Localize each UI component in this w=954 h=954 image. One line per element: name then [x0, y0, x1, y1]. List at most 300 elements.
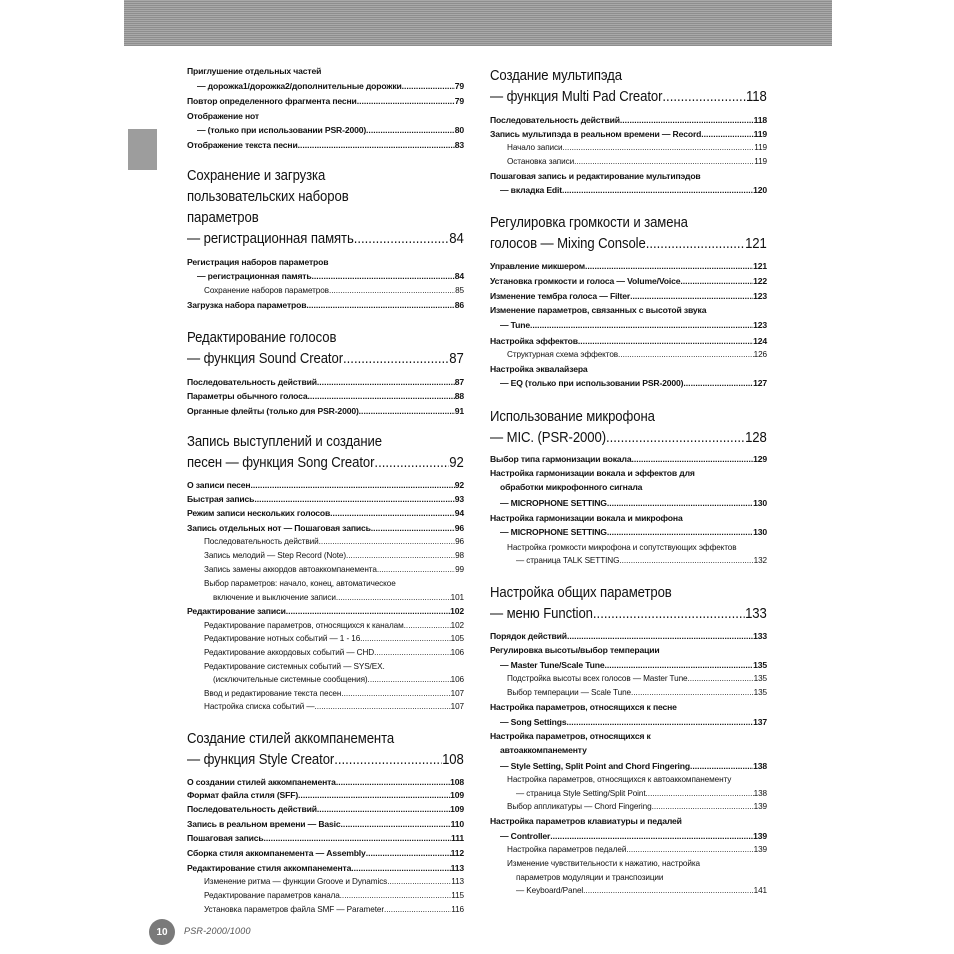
toc-page-number: 113	[451, 877, 464, 886]
toc-entry-text: Изменение чувствительности к нажатию, настройка	[507, 859, 700, 868]
toc-entry	[490, 378, 767, 388]
toc-entry	[490, 129, 767, 139]
toc-entry-text: — Tune	[500, 320, 530, 330]
toc-entry-text: Выбор аппликатуры — Chord Fingering	[507, 802, 652, 811]
toc-page-number: 119	[754, 143, 767, 152]
toc-leader-dots	[319, 537, 455, 546]
toc-entry	[490, 261, 767, 271]
toc-entry	[187, 606, 464, 616]
toc-entry-text: Выбор типа гармонизации вокала	[490, 454, 632, 464]
toc-entry	[490, 527, 767, 537]
toc-leader-dots	[550, 831, 753, 841]
toc-entry	[490, 482, 767, 492]
toc-heading	[187, 330, 464, 346]
toc-page-number: 135	[753, 660, 767, 670]
toc-entry	[187, 702, 464, 711]
toc-entry-text: Пошаговая запись и редактирование мультипэдов	[490, 171, 701, 181]
toc-entry	[187, 523, 464, 533]
toc-heading	[490, 89, 767, 105]
toc-page-number: 141	[753, 886, 767, 895]
toc-page-number: 96	[454, 523, 464, 533]
toc-entry	[187, 634, 464, 643]
toc-leader-dots	[374, 648, 451, 657]
toc-entry-text: Остановка записи	[507, 157, 575, 166]
toc-leader-dots	[298, 140, 455, 150]
toc-entry	[187, 551, 464, 560]
toc-entry	[187, 271, 464, 281]
toc-leader-dots	[374, 455, 449, 471]
toc-leader-dots	[604, 660, 753, 670]
toc-entry	[490, 845, 767, 854]
toc-page-number: 120	[753, 185, 767, 195]
toc-page-number: 108	[442, 752, 464, 768]
toc-entry	[490, 702, 767, 712]
toc-page-number: 132	[753, 556, 767, 565]
toc-page-number: 126	[753, 350, 767, 359]
toc-entry	[490, 320, 767, 330]
toc-page-number: 111	[451, 833, 464, 843]
toc-page-number: 99	[455, 565, 464, 574]
toc-entry	[187, 81, 464, 91]
page-number: 10	[156, 926, 168, 938]
toc-heading-text: Использование микрофона	[490, 409, 655, 425]
toc-leader-dots	[593, 606, 745, 622]
toc-leader-dots	[357, 96, 455, 106]
toc-entry	[187, 777, 464, 787]
toc-heading	[490, 236, 767, 252]
toc-page-number: 87	[449, 351, 464, 367]
toc-entry-text: — (только при использовании PSR-2000)	[197, 125, 367, 135]
toc-entry-text: — страница TALK SETTING	[516, 556, 620, 565]
toc-entry-text: параметров модуляции и транспозиции	[516, 873, 664, 882]
toc-leader-dots	[687, 674, 753, 683]
toc-leader-dots	[662, 89, 746, 105]
toc-entry	[490, 816, 767, 826]
toc-leader-dots	[607, 527, 753, 537]
toc-entry	[187, 877, 464, 886]
toc-entry-text: Настройка параметров, относящихся к автоаккомпанементу	[507, 775, 732, 784]
toc-entry-text: Редактирование стиля аккомпанемента	[187, 863, 352, 873]
toc-page-number: 106	[450, 675, 464, 684]
toc-entry	[490, 660, 767, 670]
toc-page-number: 139	[753, 845, 767, 854]
toc-page-number: 128	[745, 430, 767, 446]
toc-entry-text: включение и выключение записи	[213, 593, 336, 602]
toc-entry	[187, 257, 464, 267]
toc-page-number: 119	[753, 129, 767, 139]
toc-page-number: 91	[454, 406, 464, 416]
toc-entry	[490, 454, 767, 464]
toc-entry	[490, 674, 767, 683]
toc-page-number: 138	[753, 761, 767, 771]
toc-leader-dots	[563, 143, 755, 152]
toc-page-number: 108	[450, 777, 464, 787]
toc-entry-text: Настройка параметров, относящихся к песне	[490, 702, 677, 712]
toc-entry	[187, 406, 464, 416]
toc-entry	[187, 66, 464, 76]
toc-entry	[490, 291, 767, 301]
toc-entry	[187, 593, 464, 602]
toc-heading-text: — регистрационная память	[187, 231, 354, 247]
toc-leader-dots	[317, 377, 455, 387]
toc-page-number: 88	[454, 391, 464, 401]
toc-heading	[490, 430, 767, 446]
toc-entry	[187, 111, 464, 121]
toc-page-number: 116	[451, 905, 464, 914]
toc-heading-text: песен — функция Song Creator	[187, 455, 375, 471]
toc-page-number: 124	[753, 336, 767, 346]
toc-entry-text: Настройка параметров, относящихся к	[490, 731, 651, 741]
toc-leader-dots	[334, 752, 442, 768]
toc-leader-dots	[646, 236, 745, 252]
toc-entry-text: Выбор темперации — Scale Tune	[507, 688, 631, 697]
toc-entry-text: Настройка эквалайзера	[490, 364, 588, 374]
toc-entry	[187, 391, 464, 401]
toc-leader-dots	[562, 185, 753, 195]
toc-heading	[187, 231, 464, 247]
toc-leader-dots	[317, 804, 450, 814]
toc-leader-dots	[631, 454, 753, 464]
toc-heading	[187, 455, 464, 471]
toc-entry-text: — вкладка Edit	[500, 185, 562, 195]
toc-entry-text: Настройка гармонизации вокала и микрофона	[490, 513, 683, 523]
toc-entry-text: — MICROPHONE SETTING	[500, 527, 607, 537]
toc-entry	[490, 789, 767, 798]
toc-entry	[490, 645, 767, 655]
toc-entry-text: обработки микрофонного сигнала	[500, 482, 643, 492]
toc-entry	[490, 717, 767, 727]
toc-entry-text: Подстройка высоты всех голосов — Master Tune	[507, 674, 688, 683]
toc-leader-dots	[360, 634, 450, 643]
toc-entry-text: О записи песен	[187, 480, 251, 490]
toc-page-number: 83	[454, 140, 464, 150]
toc-entry-text: Органные флейты (только для PSR-2000)	[187, 406, 359, 416]
toc-heading-text: голосов — Mixing Console	[490, 236, 646, 252]
toc-heading-text: Сохранение и загрузка	[187, 168, 326, 184]
toc-page-number: 122	[753, 276, 767, 286]
toc-entry-text: Редактирование параметров, относящихся к каналам	[204, 621, 404, 630]
toc-page-number: 118	[753, 115, 767, 125]
toc-leader-dots	[359, 406, 455, 416]
toc-page-number: 139	[753, 802, 767, 811]
toc-entry-text: Запись отдельных нот — Пошаговая запись	[187, 523, 371, 533]
section-tab-marker	[128, 129, 157, 170]
toc-page-number: 87	[454, 377, 464, 387]
toc-leader-dots	[530, 320, 753, 330]
toc-entry-text: Быстрая запись	[187, 494, 255, 504]
toc-entry	[187, 848, 464, 858]
toc-leader-dots	[254, 494, 454, 504]
toc-page-number: 98	[455, 551, 464, 560]
toc-heading	[187, 731, 464, 747]
toc-entry	[187, 689, 464, 698]
toc-heading	[187, 434, 464, 450]
toc-heading	[187, 752, 464, 768]
toc-entry-text: Управление микшером	[490, 261, 585, 271]
footer-model-name: PSR-2000/1000	[184, 926, 251, 936]
toc-entry-text: Последовательность действий	[490, 115, 620, 125]
toc-page-number: 130	[753, 498, 767, 508]
toc-leader-dots	[630, 291, 753, 301]
toc-page-number: 102	[450, 621, 464, 630]
toc-entry-text: Последовательность действий	[204, 537, 319, 546]
toc-page-number: 80	[454, 125, 464, 135]
toc-page-number: 109	[450, 790, 464, 800]
toc-leader-dots	[377, 565, 455, 574]
toc-leader-dots	[366, 848, 451, 858]
toc-entry-text: Запись в реальном времени — Basic	[187, 819, 341, 829]
toc-entry-text: Редактирование нотных событий — 1 - 16	[204, 634, 361, 643]
toc-leader-dots	[368, 675, 451, 684]
toc-leader-dots	[585, 261, 753, 271]
toc-entry	[490, 350, 767, 359]
toc-leader-dots	[618, 350, 754, 359]
toc-entry	[187, 819, 464, 829]
toc-heading-text: — меню Function	[490, 606, 593, 622]
toc-page-number: 118	[746, 89, 767, 105]
toc-heading	[187, 189, 464, 205]
toc-entry-text: — страница Style Setting/Split Point	[516, 789, 646, 798]
toc-entry	[187, 480, 464, 490]
toc-heading-text: параметров	[187, 210, 259, 226]
toc-leader-dots	[683, 378, 753, 388]
toc-leader-dots	[567, 631, 753, 641]
toc-entry	[187, 377, 464, 387]
toc-leader-dots	[336, 777, 450, 787]
toc-heading	[187, 168, 464, 184]
toc-entry-text: Отображение текста песни	[187, 140, 298, 150]
toc-entry-text: Изменение параметров, связанных с высотой звука	[490, 305, 707, 315]
toc-entry-text: Структурная схема эффектов	[507, 350, 619, 359]
toc-page-number: 84	[454, 271, 464, 281]
toc-entry	[490, 886, 767, 895]
toc-page-number: 93	[454, 494, 464, 504]
toc-leader-dots	[306, 300, 454, 310]
toc-entry	[187, 565, 464, 574]
toc-entry-text: Выбор параметров: начало, конец, автоматическое	[204, 579, 396, 588]
toc-heading	[187, 351, 464, 367]
toc-entry-text: Повтор определенного фрагмента песни	[187, 96, 357, 106]
toc-entry-text: (исключительные системные сообщения)	[213, 675, 368, 684]
toc-entry-text: Настройка параметров педалей	[507, 845, 627, 854]
toc-entry-text: Порядок действий	[490, 631, 567, 641]
toc-entry	[187, 790, 464, 800]
toc-heading-text: — функция Style Creator	[187, 752, 335, 768]
toc-entry	[490, 468, 767, 478]
toc-leader-dots	[336, 593, 451, 602]
toc-entry-text: Изменение тембра голоса — Filter	[490, 291, 631, 301]
toc-entry	[187, 891, 464, 900]
toc-page-number: 84	[449, 231, 464, 247]
toc-leader-dots	[330, 508, 455, 518]
toc-entry-text: Настройка эффектов	[490, 336, 578, 346]
toc-entry	[490, 745, 767, 755]
toc-heading-text: Создание стилей аккомпанемента	[187, 731, 395, 747]
toc-entry	[187, 96, 464, 106]
toc-page-number: 112	[450, 848, 464, 858]
page-number-badge	[149, 919, 175, 945]
toc-entry	[187, 494, 464, 504]
toc-entry-text: Отображение нот	[187, 111, 259, 121]
toc-entry-text: Настройка громкости микрофона и сопутствующих эффектов	[507, 543, 737, 552]
toc-leader-dots	[351, 863, 450, 873]
toc-entry-text: Настройка списка событий —	[204, 702, 315, 711]
toc-entry-text: Сохранение наборов параметров	[204, 286, 329, 295]
toc-leader-dots	[606, 430, 745, 446]
toc-heading-text: Настройка общих параметров	[490, 585, 672, 601]
toc-entry-text: Редактирование записи	[187, 606, 286, 616]
toc-entry-text: Начало записи	[507, 143, 563, 152]
toc-entry-text: Запись мелодий — Step Record (Note)	[204, 551, 346, 560]
toc-entry-text: Последовательность действий	[187, 377, 317, 387]
toc-leader-dots	[646, 789, 754, 798]
toc-leader-dots	[384, 905, 451, 914]
toc-page-number: 110	[450, 819, 464, 829]
toc-entry	[490, 731, 767, 741]
toc-leader-dots	[298, 790, 450, 800]
toc-page-number: 101	[450, 593, 464, 602]
toc-leader-dots	[619, 556, 753, 565]
toc-entry	[490, 115, 767, 125]
toc-entry-text: — Controller	[500, 831, 551, 841]
toc-page-number: 92	[454, 480, 464, 490]
toc-entry-text: — EQ (только при использовании PSR-2000)	[500, 378, 684, 388]
toc-leader-dots	[701, 129, 753, 139]
toc-entry-text: Редактирование аккордовых событий — CHD	[204, 648, 375, 657]
toc-page-number: 96	[455, 537, 464, 546]
toc-entry-text: Установка параметров файла SMF — Parameter	[204, 905, 384, 914]
toc-entry-text: — Keyboard/Panel	[516, 886, 584, 895]
toc-entry-text: — MICROPHONE SETTING	[500, 498, 607, 508]
toc-page-number: 79	[454, 96, 464, 106]
toc-leader-dots	[366, 125, 455, 135]
toc-entry	[490, 775, 767, 784]
toc-page-number: 133	[753, 631, 767, 641]
toc-entry	[187, 662, 464, 671]
toc-entry	[187, 140, 464, 150]
toc-leader-dots	[341, 819, 451, 829]
toc-page-number: 127	[753, 378, 767, 388]
toc-page-number: 115	[451, 891, 464, 900]
toc-page-number: 135	[753, 688, 767, 697]
toc-page-number: 113	[450, 863, 464, 873]
toc-leader-dots	[690, 761, 753, 771]
toc-heading-text: — функция Multi Pad Creator	[490, 89, 663, 105]
toc-entry	[187, 833, 464, 843]
toc-page-number: 119	[754, 157, 767, 166]
toc-entry	[490, 761, 767, 771]
toc-page-number: 94	[454, 508, 464, 518]
toc-entry	[490, 513, 767, 523]
toc-entry	[490, 556, 767, 565]
toc-entry	[490, 873, 767, 882]
toc-leader-dots	[250, 480, 454, 490]
toc-leader-dots	[578, 336, 753, 346]
toc-entry	[490, 498, 767, 508]
toc-entry-text: — Master Tune/Scale Tune	[500, 660, 605, 670]
toc-leader-dots	[402, 81, 455, 91]
toc-heading	[490, 585, 767, 601]
toc-leader-dots	[354, 231, 450, 247]
toc-page-number: 133	[745, 606, 767, 622]
toc-page-number: 121	[745, 236, 767, 252]
toc-entry-text: Регистрация наборов параметров	[187, 257, 329, 267]
toc-leader-dots	[308, 391, 455, 401]
toc-page-number: 86	[454, 300, 464, 310]
toc-leader-dots	[574, 157, 754, 166]
toc-entry-text: Запись замены аккордов автоаккомпанемента	[204, 565, 377, 574]
header-bar	[124, 0, 832, 46]
toc-entry-text: автоаккомпанементу	[500, 745, 587, 755]
toc-entry	[490, 171, 767, 181]
toc-entry-text: О создании стилей аккомпанемента	[187, 777, 336, 787]
toc-entry	[187, 286, 464, 295]
toc-heading-text: Регулировка громкости и замена	[490, 215, 688, 231]
toc-heading	[187, 210, 464, 226]
toc-entry-text: Редактирование параметров канала	[204, 891, 340, 900]
toc-heading	[490, 68, 767, 84]
toc-page-number: 102	[450, 606, 464, 616]
toc-leader-dots	[371, 523, 455, 533]
toc-heading-text: Запись выступлений и создание	[187, 434, 382, 450]
toc-entry	[490, 157, 767, 166]
toc-page-number: 138	[753, 789, 767, 798]
toc-page-number: 137	[753, 717, 767, 727]
toc-page-number: 123	[753, 320, 767, 330]
toc-page-number: 106	[450, 648, 464, 657]
toc-leader-dots	[583, 886, 753, 895]
toc-page-number: 107	[450, 702, 464, 711]
toc-leader-dots	[626, 845, 753, 854]
toc-entry	[490, 276, 767, 286]
toc-page-number: 130	[753, 527, 767, 537]
toc-entry	[187, 905, 464, 914]
toc-entry-text: Изменение ритма — функции Groove и Dynamics	[204, 877, 388, 886]
toc-entry-text: Параметры обычного голоса	[187, 391, 308, 401]
toc-entry	[490, 543, 767, 552]
toc-leader-dots	[341, 689, 450, 698]
toc-entry-text: Установка громкости и голоса — Volume/Voice	[490, 276, 681, 286]
toc-page-number: 105	[450, 634, 464, 643]
toc-entry	[187, 863, 464, 873]
toc-leader-dots	[340, 891, 452, 900]
toc-entry	[490, 688, 767, 697]
toc-entry-text: Редактирование системных событий — SYS/EX.	[204, 662, 385, 671]
toc-leader-dots	[652, 802, 754, 811]
toc-leader-dots	[680, 276, 753, 286]
toc-entry-text: Загрузка набора параметров	[187, 300, 307, 310]
toc-entry	[490, 802, 767, 811]
toc-heading	[490, 215, 767, 231]
toc-entry-text: Настройка параметров клавиатуры и педалей	[490, 816, 682, 826]
toc-entry-text: Ввод и редактирование текста песен	[204, 689, 342, 698]
toc-heading	[490, 606, 767, 622]
toc-leader-dots	[329, 286, 455, 295]
toc-entry-text: Настройка гармонизации вокала и эффектов для	[490, 468, 695, 478]
toc-entry-text: Запись мультипэда в реальном времени — Record	[490, 129, 702, 139]
toc-entry	[187, 508, 464, 518]
toc-leader-dots	[404, 621, 451, 630]
toc-entry	[490, 831, 767, 841]
toc-page-number: 139	[753, 831, 767, 841]
toc-entry-text: Последовательность действий	[187, 804, 317, 814]
toc-entry-text: — Style Setting, Split Point and Chord Fingering	[500, 761, 690, 771]
toc-entry	[490, 364, 767, 374]
toc-page-number: 79	[454, 81, 464, 91]
toc-leader-dots	[387, 877, 451, 886]
toc-entry-text: Пошаговая запись	[187, 833, 264, 843]
toc-page-number: 92	[449, 455, 464, 471]
